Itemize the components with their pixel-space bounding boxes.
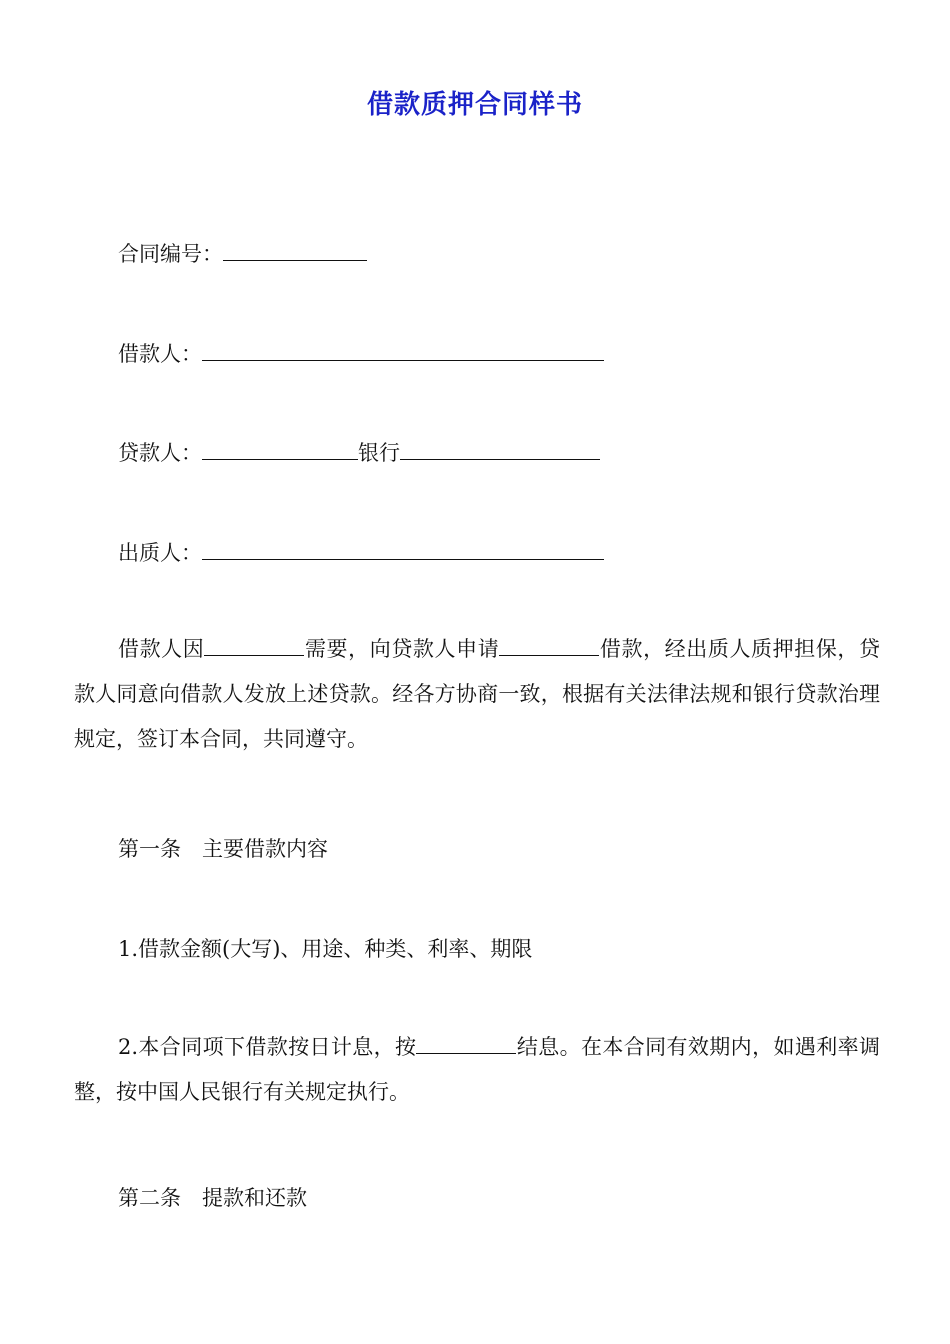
item-2-paragraph: [74, 1025, 880, 1115]
item-2-text-2: 结息。在本合同有效期内，如遇利率调整，按中国人民银行有关规定执行。: [74, 1035, 880, 1104]
intro-paragraph: [74, 627, 880, 762]
lender-bank-label: 银行: [358, 441, 400, 465]
settlement-period-blank[interactable]: [416, 1033, 516, 1054]
loan-purpose-blank[interactable]: [204, 635, 304, 656]
document-title: 借款质押合同样书: [366, 90, 583, 120]
borrower-line: [118, 340, 604, 366]
item-1: 1.借款金额(大写)、用途、种类、利率、期限: [118, 937, 533, 961]
pledgor-line: [118, 539, 604, 565]
pledgor-blank[interactable]: [202, 539, 604, 560]
pledgor-label: 出质人：: [118, 541, 202, 565]
lender-line: [118, 439, 600, 465]
lender-label: 贷款人：: [118, 441, 202, 465]
article-2-heading: 第二条 提款和还款: [118, 1186, 307, 1210]
borrower-label: 借款人：: [118, 342, 202, 366]
loan-type-blank[interactable]: [499, 635, 599, 656]
contract-number-label: 合同编号：: [118, 242, 223, 266]
contract-number-blank[interactable]: [223, 240, 367, 261]
intro-text-2: 需要，向贷款人申请: [304, 637, 500, 661]
lender-branch-blank[interactable]: [400, 439, 600, 460]
lender-name-blank[interactable]: [202, 439, 358, 460]
article-1-heading: 第一条 主要借款内容: [118, 837, 328, 861]
intro-text-1: 借款人因: [118, 637, 205, 661]
item-2-text-1: 2.本合同项下借款按日计息，按: [118, 1035, 417, 1059]
borrower-blank[interactable]: [202, 340, 604, 361]
intro-text-3: 借款，经出质人质押担保，贷款人同意向借款人发放上述贷款。经各方协商一致，根据有关法律法规和银行贷款治理规定，签订本合同，共同遵守。: [74, 637, 881, 751]
contract-number-line: [118, 240, 367, 266]
